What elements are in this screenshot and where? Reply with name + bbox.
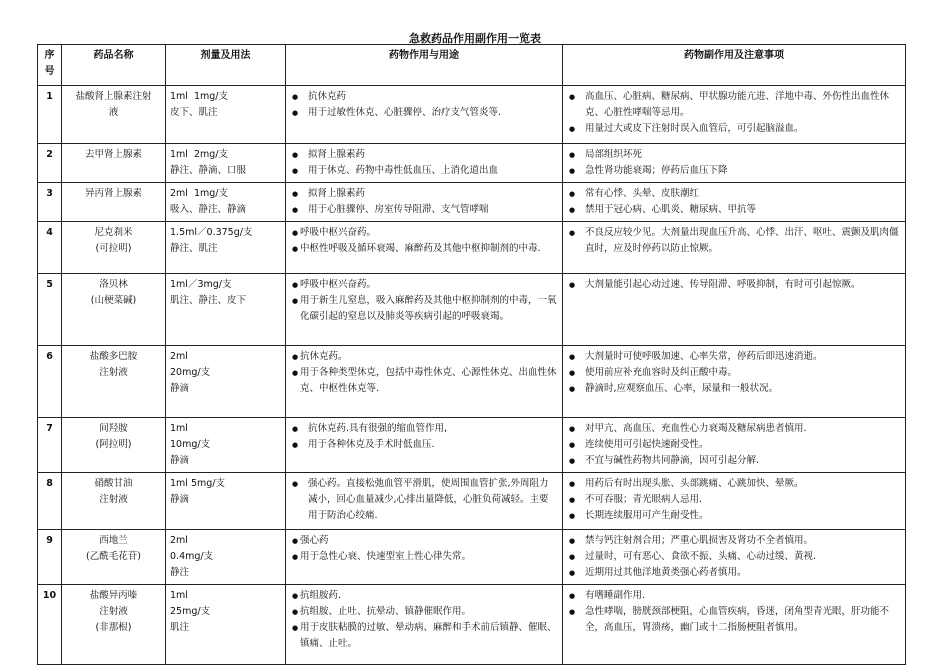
header-dose: 剂量及用法 — [166, 45, 286, 86]
row-number: 10 — [38, 585, 62, 665]
drug-dose-line: 2ml — [170, 535, 188, 546]
drug-dose-line: 1ml 2mg/支 — [170, 149, 229, 160]
drug-action-item: ● 用于皮肤粘膜的过敏、晕动病、麻醉和手术前后镇静、催眠、镇痛、止吐。 — [290, 620, 558, 652]
row-number: 7 — [38, 418, 62, 473]
drug-dose — [166, 530, 286, 585]
drug-dose-line: 1ml 1mg/支 — [170, 91, 229, 102]
header-side-effects: 药物副作用及注意事项 — [563, 45, 906, 86]
drug-name-line: (可拉明) — [95, 243, 132, 254]
drug-dose-line: 皮下、肌注 — [170, 107, 218, 118]
drug-dose-line: 2ml 1mg/支 — [170, 188, 229, 199]
drug-dose — [166, 86, 286, 144]
drug-name-line: (非那根) — [95, 622, 132, 633]
drug-dose-line: 静注、肌注 — [170, 243, 218, 254]
drug-name-line: (乙酰毛花苷) — [86, 551, 141, 562]
table-row — [38, 222, 906, 274]
drug-side-effects-item: ● 不良反应较少见。大剂量出现血压升高、心悸、出汗、呕吐、震颤及肌肉僵直时，应及时停药以防止惊厥。 — [567, 225, 901, 257]
row-number: 5 — [38, 274, 62, 346]
drug-name — [62, 585, 166, 665]
drug-action — [286, 473, 563, 530]
header-name: 药品名称 — [62, 45, 166, 86]
drug-side-effects-item: ● 不宜与碱性药物共同静滴，因可引起分解. — [567, 453, 901, 469]
table-row — [38, 144, 906, 183]
header-action: 药物作用与用途 — [286, 45, 563, 86]
drug-dose — [166, 274, 286, 346]
drug-side-effects — [563, 530, 906, 585]
drug-dose-line: 10mg/支 — [170, 439, 211, 450]
drug-dose — [166, 346, 286, 418]
drug-action — [286, 418, 563, 473]
drug-action-item: ● 用于心脏骤停、房室传导阻滞、支气管哮喘 — [290, 202, 558, 218]
drug-action-item: ● 拟肾上腺素药 — [290, 186, 558, 202]
drug-side-effects — [563, 418, 906, 473]
table-row — [38, 346, 906, 418]
drug-name-line: 液 — [108, 107, 119, 118]
drug-name-line: 洛贝林 — [99, 279, 128, 290]
drug-action-item: ● 用于各种类型休克，包括中毒性休克、心源性休克、出血性休克、中枢性休克等. — [290, 365, 558, 397]
drug-name-line: 盐酸肾上腺素注射 — [75, 91, 152, 102]
drug-side-effects-item: ● 禁与钙注射剂合用；严重心肌损害及肾功不全者慎用。 — [567, 533, 901, 549]
drug-dose-line: 1ml — [170, 423, 188, 434]
drug-side-effects-item: ● 连续使用可引起快速耐受性。 — [567, 437, 901, 453]
drug-side-effects-item: ● 近期用过其他洋地黄类强心药者慎用。 — [567, 565, 901, 581]
drug-name-line: 注射液 — [99, 367, 128, 378]
drug-name — [62, 86, 166, 144]
drug-name — [62, 274, 166, 346]
drug-side-effects — [563, 473, 906, 530]
drug-action — [286, 183, 563, 222]
drug-action-item: ● 抗组胺、止吐、抗晕动、镇静催眠作用。 — [290, 604, 558, 620]
drug-dose-line: 静注 — [170, 567, 190, 578]
drug-dose-line: 20mg/支 — [170, 367, 211, 378]
drug-table — [37, 44, 906, 665]
drug-action — [286, 222, 563, 274]
drug-side-effects — [563, 346, 906, 418]
table-row — [38, 585, 906, 665]
drug-dose-line: 1.5ml／0.375g/支 — [170, 227, 253, 238]
drug-dose-line: 1ml／3mg/支 — [170, 279, 232, 290]
drug-name — [62, 530, 166, 585]
row-number: 6 — [38, 346, 62, 418]
drug-side-effects-item: ● 长期连续服用可产生耐受性。 — [567, 508, 901, 524]
drug-action-item: ● 拟肾上腺素药 — [290, 147, 558, 163]
drug-action — [286, 346, 563, 418]
drug-name-line: 间羟胺 — [99, 423, 128, 434]
drug-action-item: ● 用于过敏性休克、心脏骤停、治疗支气管炎等. — [290, 105, 558, 121]
drug-side-effects-item: ● 对甲亢、高血压、充血性心力衰竭及糖尿病患者慎用. — [567, 421, 901, 437]
drug-name — [62, 473, 166, 530]
drug-side-effects-item: ● 使用前应补充血容时及纠正酸中毒。 — [567, 365, 901, 381]
drug-action-item: ● 抗休克药.具有很强的缩血管作用, — [290, 421, 558, 437]
drug-action-item: ● 呼吸中枢兴奋药。 — [290, 277, 558, 293]
drug-side-effects — [563, 274, 906, 346]
drug-side-effects-item: ● 常有心悸、头晕、皮肤潮红 — [567, 186, 901, 202]
drug-action-item: ● 用于休克、药物中毒性低血压、上消化道出血 — [290, 163, 558, 179]
drug-side-effects-item: ● 不可吞服；青光眼病人忌用. — [567, 492, 901, 508]
drug-dose-line: 吸入、静注、静滴 — [170, 204, 247, 215]
table-row — [38, 530, 906, 585]
table-row — [38, 473, 906, 530]
row-number: 8 — [38, 473, 62, 530]
drug-dose-line: 2ml — [170, 351, 188, 362]
row-number: 3 — [38, 183, 62, 222]
table-row — [38, 86, 906, 144]
table-header-row — [38, 45, 906, 86]
drug-dose-line: 1ml 5mg/支 — [170, 478, 225, 489]
drug-name-line: 注射液 — [99, 494, 128, 505]
drug-action — [286, 274, 563, 346]
drug-name-line: 盐酸多巴胺 — [89, 351, 138, 362]
drug-side-effects-item: ● 急性肾功能衰竭；停药后血压下降 — [567, 163, 901, 179]
drug-dose-line: 1ml — [170, 590, 188, 601]
drug-name — [62, 418, 166, 473]
header-no: 序号 — [38, 45, 62, 86]
drug-name-line: 硝酸甘油 — [94, 478, 133, 489]
drug-side-effects-item: ● 大剂量能引起心动过速、传导阻滞、呼吸抑制，有时可引起惊厥。 — [567, 277, 901, 293]
drug-name-line: 注射液 — [99, 606, 128, 617]
drug-action-item: ● 呼吸中枢兴奋药。 — [290, 225, 558, 241]
drug-action-item: ● 抗休克药。 — [290, 349, 558, 365]
table-row — [38, 418, 906, 473]
row-number: 2 — [38, 144, 62, 183]
drug-action — [286, 530, 563, 585]
drug-side-effects-item: ● 大剂量时可使呼吸加速、心率失常，停药后即迅速消逝。 — [567, 349, 901, 365]
drug-side-effects — [563, 183, 906, 222]
drug-side-effects-item: ● 用量过大或皮下注射时误入血管后，可引起脑溢血。 — [567, 121, 901, 137]
drug-dose — [166, 183, 286, 222]
drug-action-item: ● 用于各种休克及手术时低血压. — [290, 437, 558, 453]
drug-side-effects-item: ● 用药后有时出现头胀、头部跳痛、心跳加快、晕厥。 — [567, 476, 901, 492]
drug-dose — [166, 144, 286, 183]
drug-dose-line: 静滴 — [170, 455, 190, 466]
drug-side-effects — [563, 585, 906, 665]
drug-side-effects-item: ● 有嗜睡副作用. — [567, 588, 901, 604]
drug-dose-line: 25mg/支 — [170, 606, 211, 617]
drug-side-effects-item: ● 高血压、心脏病、糖尿病、甲状腺功能亢进、洋地中毒、外伤性出血性休克、心脏性哮喘等忌用。 — [567, 89, 901, 121]
drug-dose-line: 静滴 — [170, 383, 190, 394]
drug-dose — [166, 418, 286, 473]
table-row — [38, 183, 906, 222]
drug-name-line: 异丙肾上腺素 — [84, 188, 142, 199]
drug-dose-line: 0.4mg/支 — [170, 551, 214, 562]
drug-action — [286, 144, 563, 183]
drug-dose — [166, 222, 286, 274]
drug-name-line: 尼克刹米 — [94, 227, 133, 238]
drug-side-effects-item: ● 禁用于冠心病、心肌炎、糖尿病、甲抗等 — [567, 202, 901, 218]
row-number: 9 — [38, 530, 62, 585]
drug-dose — [166, 585, 286, 665]
drug-action-item: ● 强心药 — [290, 533, 558, 549]
drug-name-line: 盐酸异丙嗪 — [89, 590, 138, 601]
drug-dose-line: 静滴 — [170, 494, 190, 505]
drug-name-line: 西地兰 — [99, 535, 128, 546]
drug-side-effects — [563, 144, 906, 183]
drug-name — [62, 346, 166, 418]
drug-name — [62, 183, 166, 222]
drug-dose-line: 静注、静滴、口服 — [170, 165, 247, 176]
drug-action-item: ● 抗组胺药. — [290, 588, 558, 604]
drug-action-item: ● 用于急性心衰、快速型室上性心律失常。 — [290, 549, 558, 565]
drug-action — [286, 585, 563, 665]
drug-side-effects-item: ● 局部组织坏死 — [567, 147, 901, 163]
row-number: 4 — [38, 222, 62, 274]
drug-dose-line: 肌注 — [170, 622, 190, 633]
drug-side-effects — [563, 86, 906, 144]
drug-dose — [166, 473, 286, 530]
drug-action-item: ● 用于新生儿窒息，吸入麻醉药及其他中枢抑制剂的中毒，一氧化碳引起的窒息以及肺炎等疾病引起的呼吸衰竭。 — [290, 293, 558, 325]
table-body — [38, 86, 906, 665]
drug-action-item: ● 强心药。直接松弛血管平滑肌，使周围血管扩张,外周阻力减小，回心血量减少,心排出量降低，心脏负荷减轻。主要用于防治心绞痛. — [290, 476, 558, 524]
drug-name-line: (阿拉明) — [95, 439, 132, 450]
drug-action-item: ● 抗休克药 — [290, 89, 558, 105]
drug-action — [286, 86, 563, 144]
row-number: 1 — [38, 86, 62, 144]
drug-side-effects-item: ● 急性哮喘，膀胱颈部梗阻，心血管疾病，昏迷，闭角型青光眼，肝功能不全，高血压，胃溃疡，幽门或十二指肠梗阻者慎用。 — [567, 604, 901, 636]
drug-side-effects-item: ● 过量时，可有恶心、食欲不振、头痛、心动过缓、黄视. — [567, 549, 901, 565]
drug-side-effects — [563, 222, 906, 274]
drug-name-line: 去甲肾上腺素 — [84, 149, 142, 160]
drug-side-effects-item: ● 静滴时,应观察血压、心率，尿量和一般状况。 — [567, 381, 901, 397]
drug-name — [62, 144, 166, 183]
drug-dose-line: 肌注、静注、皮下 — [170, 295, 247, 306]
drug-action-item: ● 中枢性呼吸及循环衰竭、麻醉药及其他中枢抑制剂的中毒. — [290, 241, 558, 257]
table-row — [38, 274, 906, 346]
drug-name — [62, 222, 166, 274]
drug-name-line: (山梗菜碱) — [90, 295, 137, 306]
document-title: 急救药品作用副作用一览表 — [409, 32, 541, 45]
